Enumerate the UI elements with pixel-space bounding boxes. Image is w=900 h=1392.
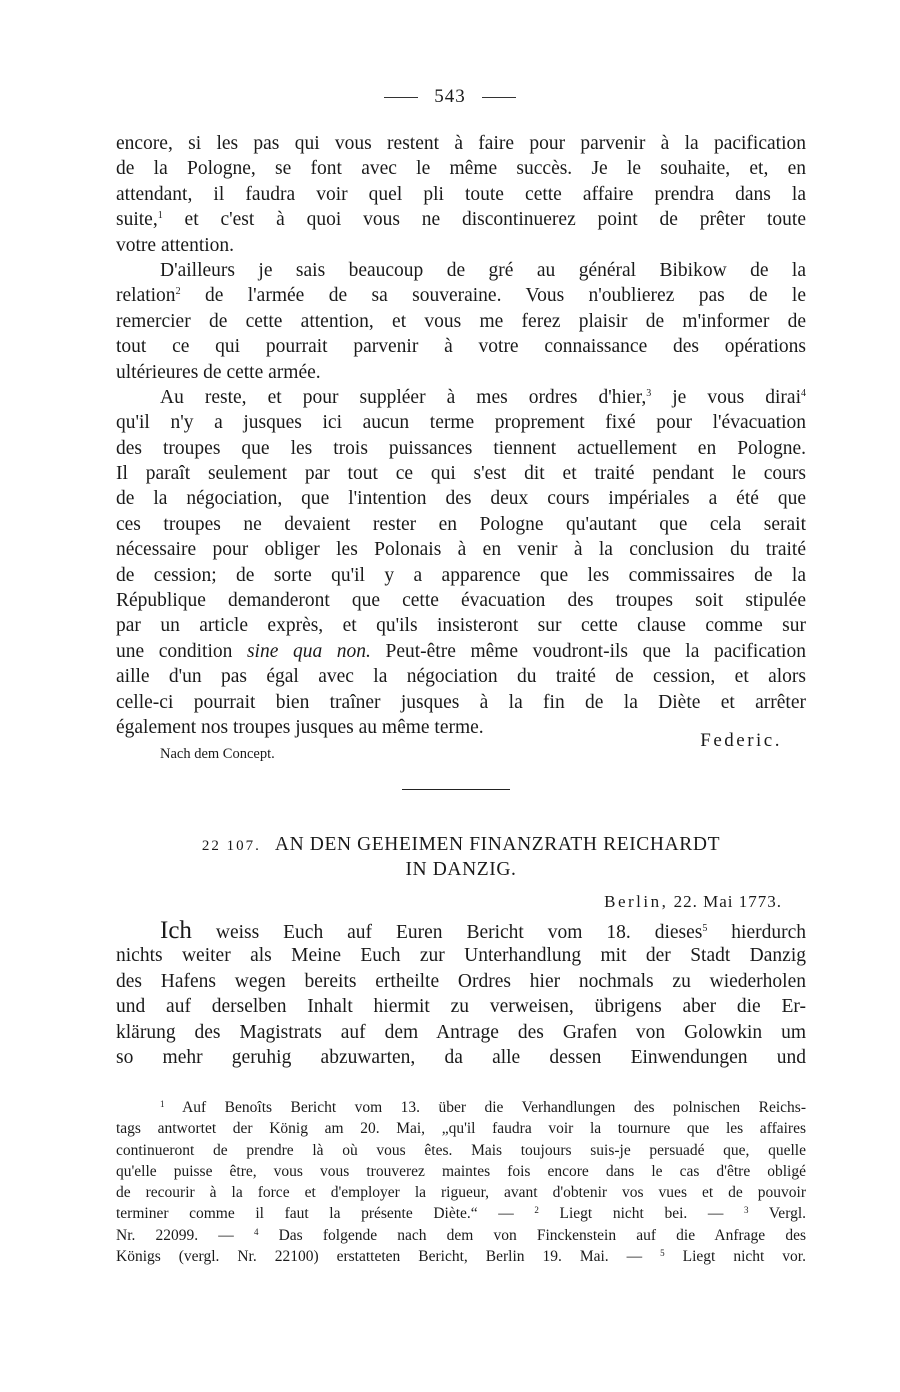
italic-phrase: sine qua non. <box>246 640 371 662</box>
text-segment: Das folgende nach dem von Finckenstein auf die Anfrage des <box>258 1226 806 1244</box>
text-line: klärung des Magistrats auf dem Antrage des Grafen von Golowkin um <box>116 1021 806 1043</box>
initial-word: Ich <box>160 918 192 944</box>
letter2-body <box>116 918 806 1070</box>
text-line: République demanderont que cette évacuation des troupes soit stipulée <box>116 590 806 612</box>
page-number-dash-left <box>384 97 418 98</box>
footnote-number: 3 <box>744 1205 749 1216</box>
text-line: de la Pologne, se font avec le même succès. Je le souhaite, et, en <box>116 158 806 180</box>
letter-heading <box>116 834 806 856</box>
text-line: remercier de cette attention, et vous me ferez plaisir de m'informer de <box>116 310 806 332</box>
text-segment: de l'armée de sa souveraine. Vous n'oublierez pas de le <box>180 285 806 307</box>
source-note: Nach dem Concept. <box>160 746 275 762</box>
page-number-row <box>0 86 900 108</box>
text-segment: Liegt nicht bei. — <box>538 1205 744 1223</box>
text-line: aille d'un pas égal avec la négociation du traité de cession, et alors <box>116 666 806 688</box>
footnote-line: continueront de prendre là où vous êtes. Mais toujours suis-je persuadé que, quelle <box>116 1141 806 1159</box>
footnote-line <box>116 1225 806 1246</box>
text-segment: je vous dirai <box>651 386 801 408</box>
text-line: so mehr geruhig abzuwarten, da alle dessen Einwendungen und <box>116 1046 806 1068</box>
text-segment: suite, <box>116 209 158 231</box>
date: 22. Mai 1773. <box>673 892 782 911</box>
text-line <box>116 385 806 410</box>
text-segment: Auf Benoîts Bericht vom 13. über die Verhandlungen des polnischen Reichs- <box>164 1099 806 1116</box>
text-line: des troupes que les trois puissances tiennent actuellement en Pologne. <box>116 437 806 459</box>
text-segment: Königs (vergl. Nr. 22100) erstatteten Bericht, Berlin 19. Mai. — <box>116 1248 661 1266</box>
text-line: de cession; de sorte qu'il y a apparence que les commissaires de la <box>116 564 806 586</box>
footnote-line: qu'elle puisse être, vous vous trouverez maintes fois encore dans le cas d'être obligé <box>116 1162 806 1180</box>
text-segment: une condition <box>116 640 247 662</box>
text-segment: Vergl. <box>748 1205 806 1223</box>
text-line: ces troupes ne devaient rester en Pologne qu'autant que cela serait <box>116 513 806 535</box>
text-line: D'ailleurs je sais beaucoup de gré au général Bibikow de la <box>160 259 806 281</box>
footnote-number: 5 <box>660 1248 665 1259</box>
text-segment: relation <box>116 285 176 307</box>
signature: Federic. <box>700 730 782 751</box>
letter-body <box>116 131 806 740</box>
text-line: celle-ci pourrait bien traîner jusques à la fin de la Diète et arrêter <box>116 691 806 713</box>
footnote-marker: 1 <box>157 210 163 222</box>
letter-heading-line2 <box>116 859 806 881</box>
page-number: 543 <box>434 86 466 107</box>
footnote-marker: 4 <box>801 387 806 399</box>
text-line: par un article exprès, et qu'ils insisteront sur cette clause comme sur <box>116 615 806 637</box>
text-segment: Liegt nicht vor. <box>664 1248 806 1266</box>
text-line <box>116 918 806 943</box>
page-number-dash-right <box>482 97 516 98</box>
section-divider <box>402 789 510 790</box>
footnote-number: 4 <box>253 1226 259 1237</box>
text-line: nécessaire pour obliger les Polonais à en venir à la conclusion du traité <box>116 539 806 561</box>
text-segment: Nr. 22099. — <box>116 1226 254 1244</box>
letter-title: AN DEN GEHEIMEN FINANZRATH REICHARDT <box>274 834 721 855</box>
text-line <box>116 283 806 308</box>
footnote-line <box>116 1203 806 1224</box>
footnote-line <box>116 1246 806 1267</box>
text-line: qu'il n'y a jusques ici aucun terme proprement fixé pour l'évacuation <box>116 412 806 434</box>
footnote-marker: 3 <box>646 387 652 399</box>
text-segment: hierdurch <box>707 922 806 943</box>
footnote-marker: 2 <box>175 286 181 298</box>
footnote-line: tags antwortet der König am 20. Mai, „qu'il faudra voir la tournure que les affaires <box>116 1120 806 1138</box>
letter-number: 22 107. <box>201 838 261 854</box>
text-line: attendant, il faudra voir quel pli toute cette affaire prendra dans la <box>116 183 806 205</box>
text-line: de la négociation, que l'intention des deux cours impériales a été que <box>116 488 806 510</box>
footnotes <box>116 1097 806 1267</box>
text-segment: weiss Euch auf Euren Bericht vom 18. dieses <box>191 922 703 943</box>
footnote-number: 2 <box>534 1205 539 1216</box>
text-segment: Au reste, et pour suppléer à mes ordres d'hier, <box>160 386 647 408</box>
text-line: encore, si les pas qui vous restent à faire pour parvenir à la pacification <box>116 133 806 154</box>
footnote-marker: 5 <box>702 923 708 934</box>
text-line: nichts weiter als Meine Euch zur Unterhandlung mit der Stadt Danzig <box>116 945 806 967</box>
text-line: des Hafens wegen bereits ertheilte Ordres hier nochmals zu wiederholen <box>116 970 806 992</box>
text-line: votre attention. <box>116 234 235 256</box>
text-line: und auf derselben Inhalt hiermit zu verweisen, übrigens aber die Er- <box>116 996 806 1018</box>
text-segment: Peut-être même voudront-ils que la pacification <box>370 640 806 662</box>
place: Berlin, <box>604 892 669 911</box>
footnote-line <box>116 1097 806 1118</box>
text-line: Il paraît seulement par tout ce qui s'est dit et traité pendant le cours <box>116 463 806 485</box>
letter-title-line2: IN DANZIG. <box>405 859 517 880</box>
place-date <box>604 892 782 912</box>
text-line: ultérieures de cette armée. <box>116 361 321 383</box>
text-line: également nos troupes jusques au même terme. <box>116 716 484 738</box>
text-segment: terminer comme il faut la présente Diète.“ — <box>116 1205 535 1223</box>
text-line: tout ce qui pourrait parvenir à votre connaissance des opérations <box>116 336 806 358</box>
footnote-number: 1 <box>160 1099 165 1109</box>
text-segment: et c'est à quoi vous ne discontinuerez point de prêter toute <box>162 209 806 231</box>
text-line <box>116 639 806 664</box>
footnote-line: de recourir à la force et d'employer la rigueur, avant d'obtenir vos vues et de pouvoir <box>116 1184 806 1202</box>
text-line <box>116 207 806 232</box>
